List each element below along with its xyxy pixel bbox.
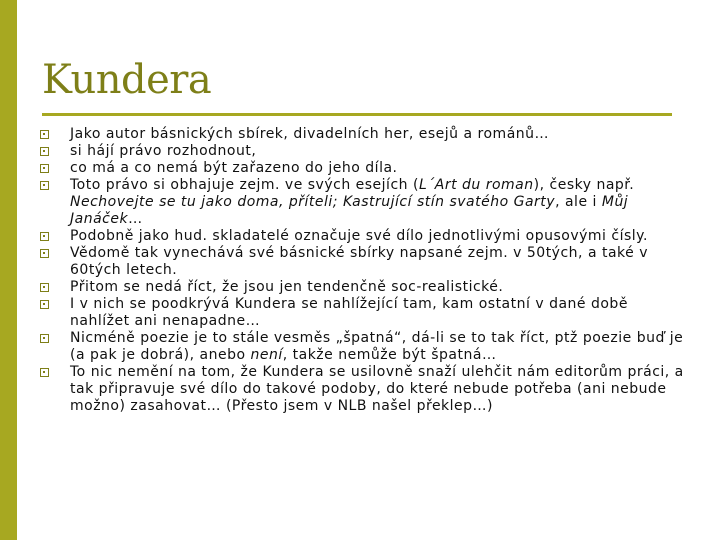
- italic-text: není: [250, 347, 283, 363]
- square-bullet-icon: [40, 334, 49, 343]
- square-bullet-icon: [40, 181, 49, 190]
- bullet-text: Nicméně poezie je to stále vesměs „špatná“, dá-li se to tak říct, ptž poezie buď je (a pak je dobrá), anebo: [70, 330, 684, 363]
- square-bullet-icon: [40, 300, 49, 309]
- bullet-text: , ale i: [555, 194, 602, 210]
- bullet-text: Přitom se nedá říct, že jsou jen tendenčně soc-realistické.: [70, 279, 504, 295]
- bullet-item: [40, 296, 690, 330]
- bullet-item: [40, 364, 690, 415]
- bullet-item: [40, 143, 690, 160]
- square-bullet-icon: [40, 368, 49, 377]
- square-bullet-icon: [40, 147, 49, 156]
- bullet-text: …: [128, 211, 143, 227]
- italic-text: L´Art du roman: [418, 177, 534, 193]
- square-bullet-icon: [40, 249, 49, 258]
- bullet-text: , takže nemůže být špatná…: [282, 347, 497, 363]
- square-bullet-icon: [40, 232, 49, 241]
- bullet-item: [40, 245, 690, 279]
- bullet-list: [40, 126, 690, 415]
- bullet-text: To nic nemění na tom, že Kundera se usilovně snaží ulehčit nám editorům práci, a tak připravuje své dílo do takové podoby, do které nebude potřeba (ani nebude možno) zasahovat… (Přesto jsem v NLB našel překlep…): [70, 364, 684, 414]
- bullet-text: Podobně jako hud. skladatelé označuje své dílo jednotlivými opusovými čísly.: [70, 228, 648, 244]
- bullet-item: [40, 126, 690, 143]
- bullet-text: I v nich se poodkrývá Kundera se nahlížející tam, kam ostatní v dané době nahlížet ani nenapadne…: [70, 296, 628, 329]
- bullet-text: Vědomě tak vynechává své básnické sbírky napsané zejm. v 50tých, a také v 60tých letech.: [70, 245, 648, 278]
- bullet-text: Jako autor básnických sbírek, divadelních her, esejů a románů…: [70, 126, 550, 142]
- bullet-text: Toto právo si obhajuje zejm. ve svých esejích (: [70, 177, 419, 193]
- bullet-text: ), česky např.: [533, 177, 635, 193]
- italic-text: Můj Janáček: [70, 194, 629, 227]
- left-accent-bar: [0, 0, 17, 540]
- bullet-item: [40, 160, 690, 177]
- square-bullet-icon: [40, 283, 49, 292]
- bullet-item: [40, 177, 690, 228]
- bullet-text: co má a co nemá být zařazeno do jeho díla.: [70, 160, 398, 176]
- square-bullet-icon: [40, 164, 49, 173]
- bullet-item: [40, 279, 690, 296]
- slide-title: Kundera: [42, 57, 212, 103]
- title-underline: [42, 113, 672, 116]
- italic-text: Nechovejte se tu jako doma, příteli; Kastrující stín svatého Garty: [70, 194, 556, 210]
- bullet-item: [40, 330, 690, 364]
- square-bullet-icon: [40, 130, 49, 139]
- bullet-text: si hájí právo rozhodnout,: [70, 143, 257, 159]
- bullet-item: [40, 228, 690, 245]
